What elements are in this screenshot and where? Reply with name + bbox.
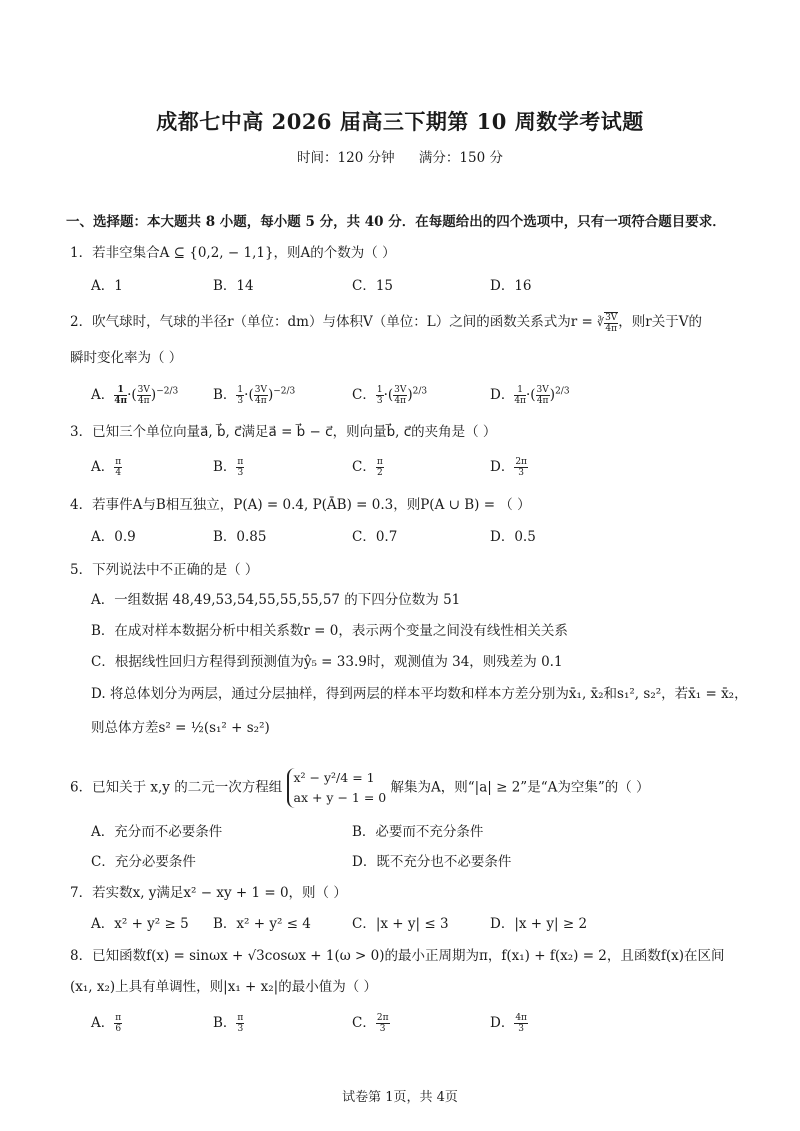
q5-option-b: B．在成对样本数据分析中相关系数r = 0，表示两个变量之间没有线性相关关系 (91, 623, 568, 639)
q7-stem: 7．若实数x, y满足x² − xy + 1 = 0，则（ ） (70, 885, 347, 901)
q6-system (287, 768, 387, 808)
section-heading: 一、选择题：本大题共 8 小题，每小题 5 分，共 40 分．在每题给出的四个选项中，只有一项符合题目要求． (66, 214, 726, 230)
q3-option-c: C． $\frac{\pi}{2}$ (352, 457, 383, 478)
q8-stem-2: (x₁, x₂)上具有单调性，则|x₁ + x₂|的最小值为（ ） (70, 979, 377, 995)
q5-option-a: A．一组数据 48,49,53,54,55,55,55,57 的下四分位数为 51 (91, 592, 461, 608)
q6-equation-1: x² − y²/4 = 1 (293, 770, 375, 785)
full-score: 满分：150 分 (418, 150, 503, 166)
q4-option-b: B．0.85 (213, 529, 267, 545)
q1-option-a: A．1 (91, 278, 123, 294)
q3-option-c-label: C． (352, 459, 376, 475)
q2-option-b: B． $\frac{1}{3}$ ·( $\frac{3V}{4\pi}$ )$^{-2/3}$ (213, 385, 296, 406)
exam-title: 成都七中高 2026 届高三下期第 10 周数学考试题 (156, 109, 644, 134)
q4-option-c: C．0.7 (352, 529, 398, 545)
q2-stem-b: ，则r关于V的 (618, 314, 702, 330)
q5-stem: 5．下列说法中不正确的是（ ） (70, 562, 259, 578)
q5-option-d-cont: 则总体方差s² = ½(s₁² + s₂²) (91, 720, 270, 736)
exam-subtitle (0, 146, 800, 166)
q6-option-c: C．充分必要条件 (91, 854, 196, 870)
q8-option-c-label: C． (352, 1015, 376, 1031)
q7-option-b: B．x² + y² ≤ 4 (213, 916, 311, 932)
q3-stem: 3．已知三个单位向量a⃗, b⃗, c⃗满足a⃗ = b⃗ − c⃗，则向量b⃗, c⃗的夹角是（ ） (70, 424, 497, 440)
q3-option-a-label: A． (91, 459, 115, 475)
q2-option-d-label: D． (490, 387, 515, 403)
time-limit: 时间：120 分钟 (297, 150, 395, 166)
q1-option-c: C．15 (352, 278, 394, 294)
q8-option-b: B． $\frac{\pi}{3}$ (213, 1013, 244, 1034)
q2-stem-c: 瞬时变化率为（ ） (70, 350, 183, 366)
q7-option-d: D．|x + y| ≥ 2 (490, 916, 588, 932)
page-footer: 试卷第 1页，共 4页 (342, 1090, 458, 1105)
q8-option-a: A． $\frac{\pi}{6}$ (91, 1013, 122, 1034)
q6-option-a: A．充分而不必要条件 (91, 824, 223, 840)
q2-option-a-label: A． (91, 387, 115, 403)
q2-stem-a: 2．吹气球时，气球的半径r（单位：dm）与体积V（单位：L）之间的函数关系式为r = (70, 314, 598, 330)
q3-option-d: D． $\frac{2\pi}{3}$ (490, 457, 527, 478)
q8-option-c: C． $\frac{2\pi}{3}$ (352, 1013, 389, 1034)
q1-stem: 1．若非空集合A ⊆ {0,2, − 1,1}，则A的个数为（ ） (70, 245, 396, 261)
q4-option-a: A．0.9 (91, 529, 136, 545)
q6-option-d: D．既不充分也不必要条件 (352, 854, 512, 870)
q2-option-d: D． $\frac{1}{4\pi}$ ·( $\frac{3V}{4\pi}$ )$^{2/3}$ (490, 385, 570, 406)
q5-option-c: C．根据线性回归方程得到预测值为ŷ₅ = 33.9时，观测值为 34，则残差为 0.1 (91, 654, 563, 670)
q2-option-c: C． $\frac{1}{3}$ ·( $\frac{3V}{4\pi}$ )$^{2/3}$ (352, 385, 428, 406)
q6-equation-2: ax + y − 1 = 0 (293, 790, 387, 805)
q4-stem: 4．若事件A与B相互独立，P(A) = 0.4, P(ĀB) = 0.3，则P(A ∪ B) = （ ） (70, 497, 531, 513)
q2-option-b-label: B． (213, 387, 237, 403)
q8-option-b-label: B． (213, 1015, 237, 1031)
q6-stem (70, 768, 650, 808)
q8-option-d-label: D． (490, 1015, 515, 1031)
q1-option-b: B．14 (213, 278, 254, 294)
q6-option-b: B．必要而不充分条件 (352, 824, 484, 840)
q2-option-a: A． $\frac{1}{4\pi}$ ·( $\frac{3V}{4\pi}$ )$^{-2/3}$ (91, 385, 179, 406)
q3-option-a: A． $\frac{\pi}{4}$ (91, 457, 122, 478)
q2-stem (70, 310, 702, 334)
q6-stem-a: 6．已知关于 x,y 的二元一次方程组 (70, 779, 283, 796)
q3-option-b: B． $\frac{\pi}{3}$ (213, 457, 244, 478)
q7-option-c: C．|x + y| ≤ 3 (352, 916, 449, 932)
q6-stem-b: 解集为A，则“|a| ≥ 2”是“A为空集”的（ ） (390, 779, 650, 796)
q2-option-c-label: C． (352, 387, 376, 403)
q3-option-b-label: B． (213, 459, 237, 475)
q8-option-d: D． $\frac{4\pi}{3}$ (490, 1013, 527, 1034)
q2-radical: ∛ $\frac{3V}{4\pi}$ (597, 313, 618, 334)
q5-option-d: D. 将总体划分为两层，通过分层抽样，得到两层的样本平均数和样本方差分别为x̄₁, x̄₂和s₁², s₂²，若x̄₁ = x̄₂， (91, 686, 748, 702)
q4-option-d: D．0.5 (490, 529, 536, 545)
q8-option-a-label: A． (91, 1015, 115, 1031)
q3-option-d-label: D． (490, 459, 515, 475)
q8-stem-1: 8．已知函数f(x) = sinωx + √3cosωx + 1(ω > 0)的最小正周期为π，f(x₁) + f(x₂) = 2，且函数f(x)在区间 (70, 948, 725, 964)
q1-option-d: D．16 (490, 278, 532, 294)
q7-option-a: A．x² + y² ≥ 5 (91, 916, 189, 932)
